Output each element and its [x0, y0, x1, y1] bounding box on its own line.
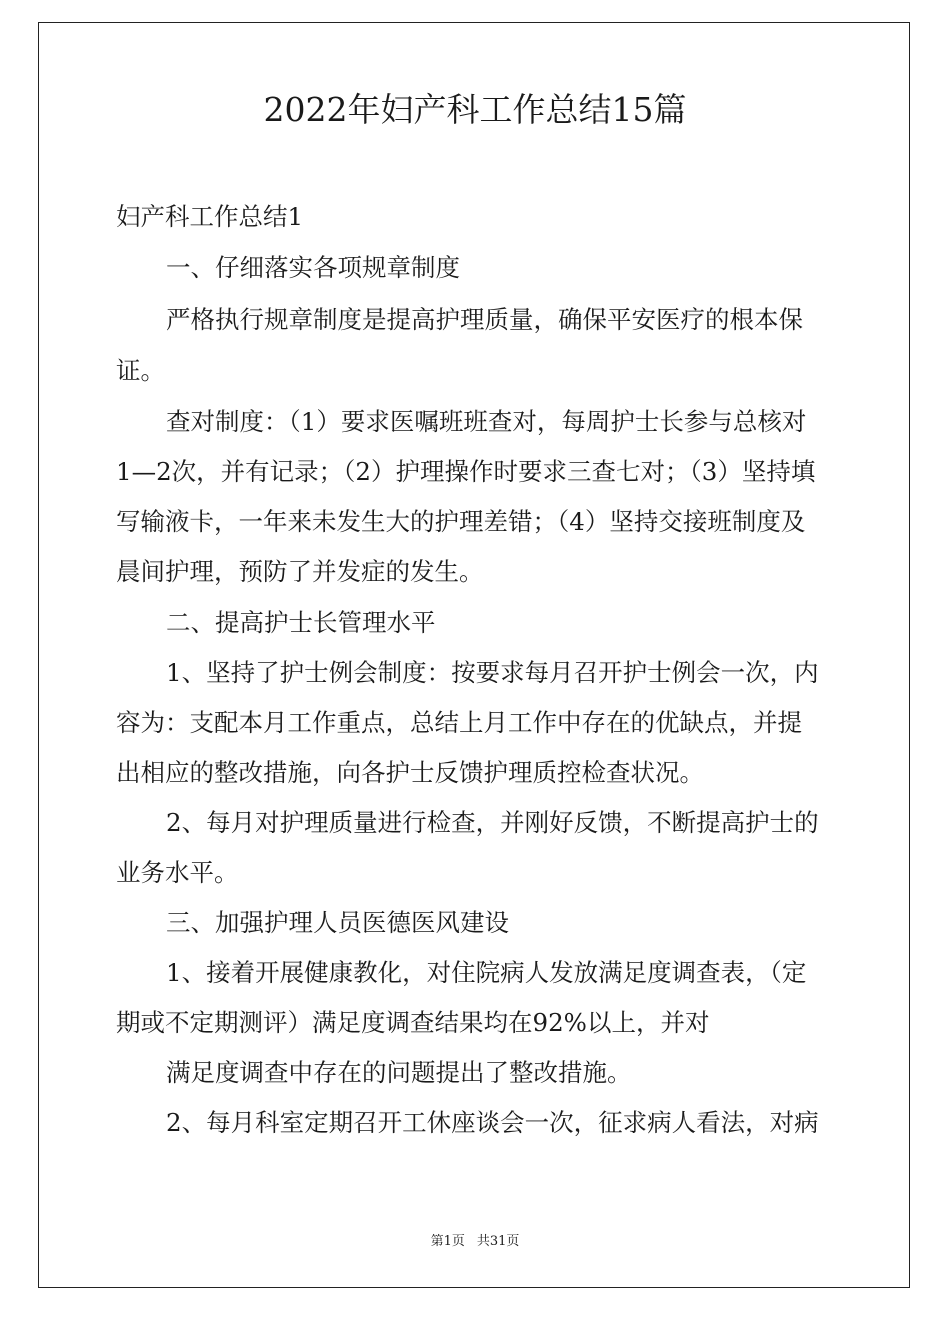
paragraph-line: 出相应的整改措施，向各护士反馈护理质控检查状况。	[116, 758, 704, 787]
document-title: 2022年妇产科工作总结15篇	[263, 90, 687, 129]
page-count: 共31页	[476, 1234, 520, 1249]
page-number: 第1页	[430, 1234, 465, 1249]
paragraph-line: 业务水平。	[116, 858, 239, 887]
paragraph-line: 期或不定期测评）满足度调查结果均在92%以上，并对	[116, 1008, 710, 1037]
paragraph-line: 晨间护理，预防了并发症的发生。	[116, 557, 484, 586]
paragraph-line: 2、每月科室定期召开工休座谈会一次，征求病人看法，对病	[166, 1108, 819, 1137]
paragraph-line: 容为：支配本月工作重点，总结上月工作中存在的优缺点，并提	[116, 708, 802, 737]
paragraph-line: 1—2次，并有记录；（2）护理操作时要求三查七对；（3）坚持填	[116, 457, 816, 486]
section-heading: 妇产科工作总结1	[116, 202, 304, 231]
subheading: 一、仔细落实各项规章制度	[166, 253, 460, 282]
paragraph-line: 查对制度：（1）要求医嘱班班查对，每周护士长参与总核对	[166, 407, 807, 436]
paragraph-line: 写输液卡，一年来未发生大的护理差错；（4）坚持交接班制度及	[116, 507, 806, 536]
paragraph-line: 严格执行规章制度是提高护理质量，确保平安医疗的根本保	[166, 305, 803, 334]
paragraph-line: 1、坚持了护士例会制度：按要求每月召开护士例会一次，内	[166, 658, 819, 687]
subheading: 三、加强护理人员医德医风建设	[166, 908, 509, 937]
paragraph-line: 满足度调查中存在的问题提出了整改措施。	[166, 1058, 632, 1087]
page-footer	[0, 1233, 950, 1251]
paragraph-line: 1、接着开展健康教化，对住院病人发放满足度调查表，（定	[166, 958, 807, 987]
paragraph-line: 证。	[116, 356, 165, 385]
subheading: 二、提高护士长管理水平	[166, 608, 436, 637]
paragraph-line: 2、每月对护理质量进行检查，并刚好反馈，不断提高护士的	[166, 808, 819, 837]
